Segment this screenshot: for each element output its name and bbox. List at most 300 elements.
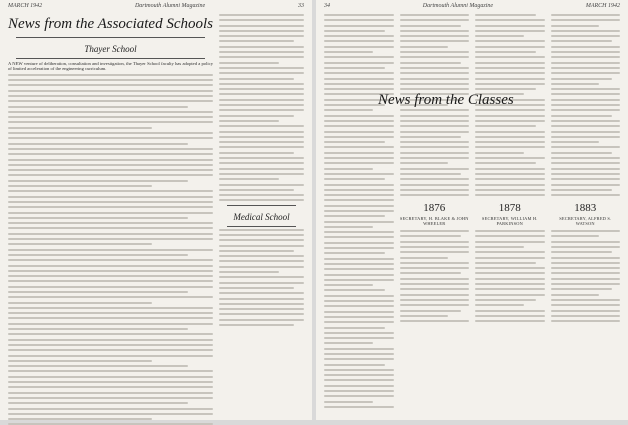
text-line: [324, 401, 373, 403]
text-line: [8, 185, 152, 187]
text-line: [219, 292, 304, 294]
text-line: [400, 241, 470, 243]
text-line: [219, 287, 294, 289]
text-line: [8, 344, 213, 346]
text-line: [219, 255, 304, 257]
text-line: [324, 67, 385, 69]
text-line: [324, 104, 385, 106]
text-line: [8, 132, 213, 134]
text-line: [8, 143, 188, 145]
text-line: [400, 251, 470, 253]
text-line: [551, 299, 621, 301]
text-line: [219, 141, 304, 143]
text-line: [219, 93, 304, 95]
text-line: [8, 100, 213, 102]
text-line: [8, 238, 213, 240]
text-line: [400, 157, 470, 159]
class-secretary: SECRETARY, WILLIAM H. PARKINSON: [481, 216, 538, 227]
text-line: [475, 157, 545, 159]
running-head-right: [324, 3, 620, 9]
article-text: [324, 14, 394, 408]
text-line: [324, 263, 394, 265]
section-rule: [227, 226, 296, 227]
text-line: [8, 275, 213, 277]
text-line: [219, 109, 304, 111]
text-line: [8, 323, 213, 325]
text-line: [324, 35, 394, 37]
article-text: [8, 74, 213, 425]
section-rule: [16, 58, 205, 59]
text-line: [400, 136, 461, 138]
text-line: [551, 230, 621, 232]
text-line: [400, 178, 470, 180]
text-line: [8, 249, 213, 251]
text-line: [551, 56, 621, 58]
text-line: [8, 397, 213, 399]
text-line: [475, 136, 545, 138]
text-line: [551, 78, 612, 80]
text-line: [551, 40, 612, 42]
text-line: [400, 194, 470, 196]
text-line: [400, 14, 470, 16]
text-line: [219, 152, 294, 154]
text-line: [475, 88, 536, 90]
text-line: [8, 243, 152, 245]
text-line: [324, 279, 394, 281]
text-line: [219, 51, 304, 53]
text-line: [8, 386, 213, 388]
article-text: [219, 229, 304, 326]
text-line: [400, 246, 470, 248]
class-year-heading: 1883: [574, 202, 597, 215]
text-line: [551, 115, 612, 117]
text-line: [551, 46, 621, 48]
text-line: [400, 109, 470, 111]
text-line: [219, 234, 304, 236]
text-line: [8, 153, 213, 155]
article-text: [551, 230, 621, 322]
text-line: [475, 189, 545, 191]
text-line: [551, 304, 621, 306]
text-line: [400, 257, 449, 259]
text-line: [551, 173, 621, 175]
text-line: [475, 230, 545, 232]
text-line: [324, 406, 394, 408]
text-line: [475, 146, 545, 148]
text-line: [324, 231, 394, 233]
text-line: [219, 168, 304, 170]
text-line: [8, 180, 188, 182]
class-year-heading: 1876: [423, 202, 446, 215]
text-line: [475, 51, 536, 53]
text-line: [551, 51, 621, 53]
right-column-1: [324, 14, 394, 416]
text-line: [475, 173, 545, 175]
text-line: [475, 72, 545, 74]
right-column-4: [551, 14, 621, 416]
text-line: [8, 164, 213, 166]
text-line: [8, 376, 213, 378]
text-line: [219, 46, 304, 48]
text-line: [475, 40, 545, 42]
text-line: [551, 262, 621, 264]
running-head-magazine: Dartmouth Alumni Magazine: [422, 3, 494, 9]
text-line: [400, 184, 470, 186]
text-line: [219, 313, 304, 315]
text-line: [475, 83, 545, 85]
text-line: [400, 162, 449, 164]
text-line: [324, 205, 394, 207]
text-line: [8, 111, 213, 113]
text-line: [219, 56, 304, 58]
text-line: [8, 148, 213, 150]
text-line: [219, 83, 304, 85]
text-line: [400, 310, 461, 312]
section-rule: [227, 205, 296, 206]
article-text: [551, 14, 621, 196]
text-line: [219, 260, 304, 262]
text-line: [8, 349, 213, 351]
text-line: [475, 162, 536, 164]
text-line: [219, 120, 279, 122]
text-line: [324, 120, 394, 122]
text-line: [324, 51, 373, 53]
text-line: [400, 189, 470, 191]
text-line: [324, 332, 394, 334]
text-line: [475, 131, 545, 133]
text-line: [400, 120, 470, 122]
text-line: [400, 168, 470, 170]
text-line: [400, 262, 470, 264]
text-line: [219, 78, 294, 80]
text-line: [475, 194, 545, 196]
text-line: [400, 62, 461, 64]
text-line: [551, 120, 621, 122]
text-line: [551, 272, 621, 274]
text-line: [475, 315, 545, 317]
text-line: [8, 312, 213, 314]
text-line: [475, 30, 545, 32]
text-line: [8, 174, 213, 176]
text-line: [8, 212, 213, 214]
text-line: [551, 241, 621, 243]
text-line: [219, 62, 279, 64]
text-line: [324, 221, 394, 223]
text-line: [8, 196, 213, 198]
text-line: [219, 40, 294, 42]
text-line: [324, 342, 373, 344]
text-line: [475, 251, 545, 253]
text-line: [475, 19, 545, 21]
text-line: [324, 199, 394, 201]
text-line: [324, 242, 394, 244]
page-title: News from the Classes: [378, 92, 514, 108]
left-column-2: [219, 14, 304, 416]
text-line: [324, 316, 394, 318]
text-line: [551, 235, 600, 237]
text-line: [475, 62, 545, 64]
text-line: [324, 274, 394, 276]
text-line: [551, 141, 600, 143]
text-line: [219, 324, 294, 326]
text-line: [8, 286, 213, 288]
text-line: [8, 392, 213, 394]
text-line: [551, 178, 621, 180]
text-line: [324, 25, 394, 27]
text-line: [400, 35, 470, 37]
text-line: [324, 311, 394, 313]
text-line: [219, 125, 304, 127]
text-line: [219, 245, 304, 247]
text-line: [219, 189, 294, 191]
text-line: [400, 51, 470, 53]
text-line: [219, 19, 304, 21]
text-line: [324, 337, 394, 339]
text-line: [551, 267, 621, 269]
text-line: [8, 307, 213, 309]
text-line: [324, 210, 394, 212]
text-line: [219, 194, 304, 196]
text-line: [8, 370, 213, 372]
text-line: [324, 46, 394, 48]
text-line: [219, 319, 304, 321]
text-line: [324, 252, 385, 254]
text-line: [219, 72, 304, 74]
text-line: [324, 56, 394, 58]
left-page: [0, 0, 312, 420]
text-line: [8, 222, 213, 224]
text-line: [400, 88, 470, 90]
text-line: [219, 162, 304, 164]
text-line: [551, 168, 621, 170]
text-line: [551, 88, 621, 90]
text-line: [551, 184, 621, 186]
text-line: [551, 294, 600, 296]
text-line: [475, 262, 536, 264]
text-line: [8, 106, 188, 108]
text-line: [475, 109, 545, 111]
article-text: [400, 230, 470, 322]
text-line: [219, 146, 304, 148]
text-line: [551, 315, 621, 317]
section-rule: [16, 37, 205, 38]
text-line: [219, 157, 304, 159]
text-line: [8, 84, 213, 86]
text-line: [551, 30, 621, 32]
text-line: [8, 137, 213, 139]
text-line: [8, 402, 188, 404]
text-line: [219, 136, 304, 138]
text-line: [551, 288, 612, 290]
text-line: [475, 46, 545, 48]
text-line: [400, 173, 461, 175]
text-line: [551, 189, 612, 191]
text-line: [324, 19, 394, 21]
text-line: [324, 136, 394, 138]
text-line: [8, 259, 213, 261]
text-line: [219, 115, 294, 117]
text-line: [400, 299, 470, 301]
article-text: [475, 230, 545, 322]
text-line: [8, 127, 152, 129]
text-line: [551, 67, 621, 69]
text-line: [8, 190, 213, 192]
text-line: [219, 131, 304, 133]
text-line: [400, 67, 470, 69]
text-line: [324, 115, 394, 117]
running-head-magazine: Dartmouth Alumni Magazine: [134, 3, 206, 9]
text-line: [400, 141, 470, 143]
text-line: [400, 320, 470, 322]
text-line: [400, 125, 470, 127]
text-line: [475, 67, 545, 69]
class-secretary: SECRETARY, ALFRED S. WATSON: [559, 216, 612, 227]
text-line: [219, 88, 304, 90]
text-line: [551, 131, 621, 133]
text-line: [551, 310, 621, 312]
text-line: [551, 136, 621, 138]
text-line: [324, 184, 394, 186]
text-line: [475, 299, 536, 301]
text-line: [324, 358, 394, 360]
text-line: [8, 413, 213, 415]
text-line: [324, 72, 394, 74]
text-line: [219, 308, 304, 310]
text-line: [219, 229, 304, 231]
text-line: [8, 265, 213, 267]
text-line: [8, 95, 213, 97]
text-line: [475, 25, 545, 27]
text-line: [324, 131, 394, 133]
text-line: [324, 109, 373, 111]
text-line: [324, 327, 385, 329]
section-heading-medical: Medical School: [233, 211, 290, 222]
text-line: [475, 35, 524, 37]
text-line: [324, 305, 394, 307]
article-text: [219, 14, 304, 201]
text-line: [324, 178, 385, 180]
text-line: [8, 74, 213, 76]
text-line: [475, 283, 545, 285]
opening-paragraph: A NEW venture of deliberation, consultation and investigation, the Thayer School faculty has adopted a policy of limited acceleration of the engineering curriculum.: [8, 61, 213, 72]
text-line: [551, 194, 621, 196]
text-line: [475, 125, 536, 127]
text-line: [324, 215, 385, 217]
class-year-heading: 1878: [498, 202, 521, 215]
text-line: [551, 83, 600, 85]
text-line: [8, 90, 213, 92]
text-line: [551, 125, 621, 127]
text-line: [219, 30, 304, 32]
text-line: [8, 418, 152, 420]
text-line: [551, 152, 612, 154]
text-line: [400, 272, 461, 274]
text-line: [324, 168, 373, 170]
text-line: [324, 173, 394, 175]
text-line: [400, 131, 470, 133]
text-line: [219, 276, 304, 278]
text-line: [8, 159, 213, 161]
text-line: [400, 83, 470, 85]
text-line: [400, 278, 470, 280]
text-line: [219, 239, 304, 241]
text-line: [324, 379, 394, 381]
text-line: [219, 298, 304, 300]
text-line: [400, 152, 470, 154]
text-line: [475, 320, 545, 322]
text-line: [324, 162, 394, 164]
text-line: [400, 230, 470, 232]
text-line: [324, 268, 394, 270]
text-line: [8, 355, 213, 357]
text-line: [475, 78, 545, 80]
text-line: [475, 178, 545, 180]
text-line: [8, 408, 213, 410]
text-line: [219, 99, 304, 101]
text-line: [400, 30, 470, 32]
text-line: [400, 283, 470, 285]
text-line: [324, 189, 394, 191]
text-line: [8, 339, 213, 341]
text-line: [551, 246, 621, 248]
text-line: [475, 241, 545, 243]
text-line: [8, 381, 213, 383]
text-line: [324, 152, 394, 154]
text-line: [8, 227, 213, 229]
text-line: [551, 99, 621, 101]
text-line: [8, 201, 213, 203]
text-line: [324, 348, 394, 350]
text-line: [324, 374, 394, 376]
right-page: [316, 0, 628, 420]
text-line: [400, 115, 470, 117]
text-line: [551, 157, 621, 159]
text-line: [8, 328, 188, 330]
text-line: [324, 78, 394, 80]
text-line: [475, 272, 545, 274]
text-line: [400, 288, 470, 290]
text-line: [551, 162, 621, 164]
text-line: [324, 141, 385, 143]
text-line: [8, 169, 213, 171]
text-line: [324, 395, 394, 397]
text-line: [400, 304, 470, 306]
text-line: [324, 258, 394, 260]
text-line: [475, 152, 524, 154]
text-line: [551, 93, 621, 95]
page-title: News from the Associated Schools: [8, 16, 213, 32]
right-column-3: [475, 14, 545, 416]
text-line: [324, 385, 394, 387]
text-line: [324, 369, 394, 371]
text-line: [219, 271, 279, 273]
text-line: [400, 146, 470, 148]
text-line: [8, 365, 188, 367]
text-line: [219, 35, 304, 37]
text-line: [551, 257, 621, 259]
text-line: [219, 303, 304, 305]
text-line: [551, 104, 621, 106]
text-line: [475, 294, 545, 296]
text-line: [324, 83, 394, 85]
text-line: [219, 173, 304, 175]
text-line: [8, 291, 188, 293]
text-line: [8, 233, 213, 235]
text-line: [8, 121, 213, 123]
text-line: [324, 125, 394, 127]
text-line: [8, 270, 213, 272]
text-line: [324, 353, 394, 355]
